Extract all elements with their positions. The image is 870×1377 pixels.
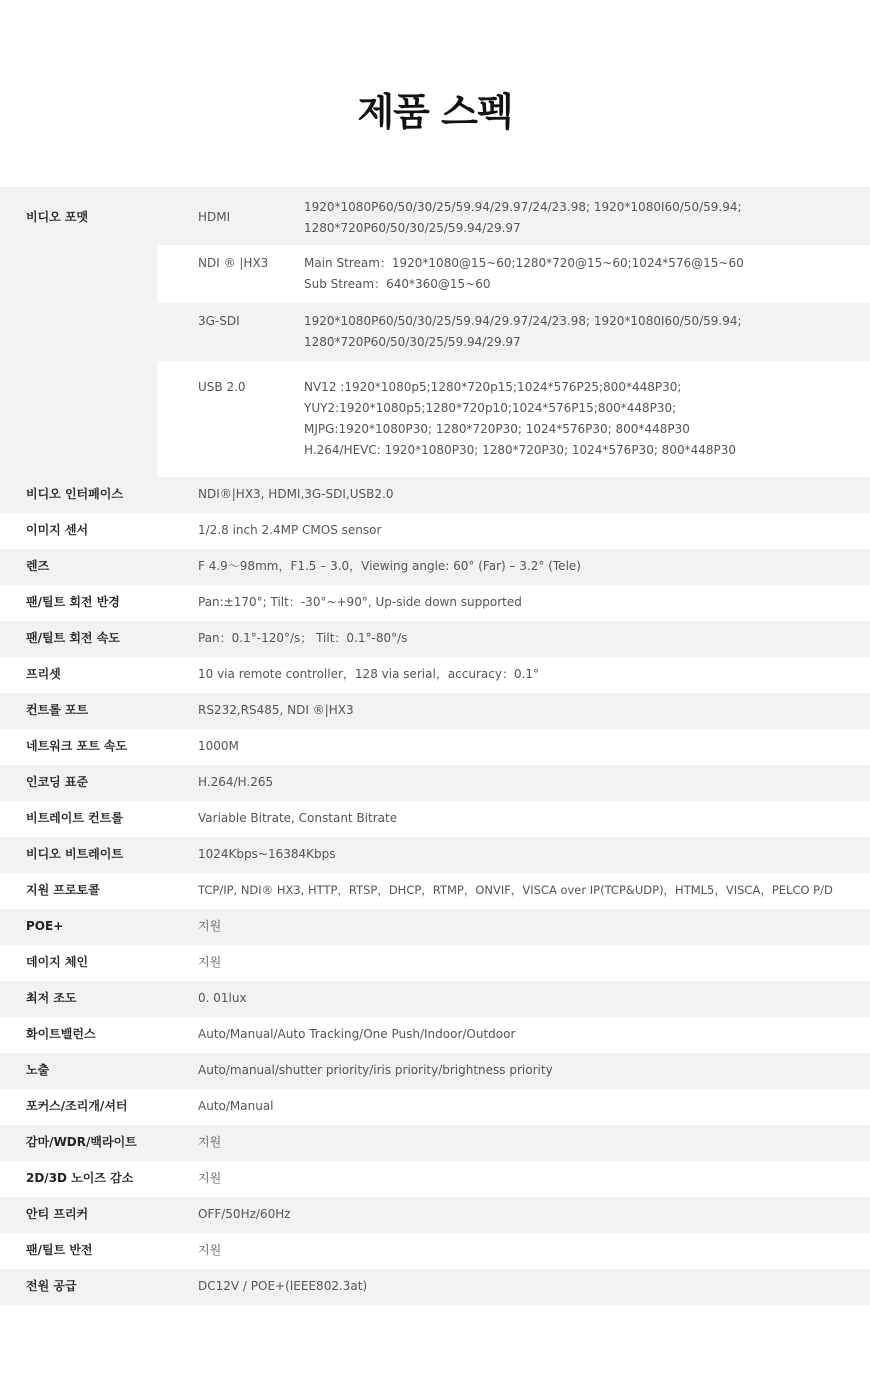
spec-value: RS232,RS485, NDI ®|HX3 xyxy=(198,703,354,717)
spec-label: 최저 조도 xyxy=(26,991,77,1005)
spec-row xyxy=(0,981,870,1017)
format-row-usb xyxy=(157,361,870,477)
spec-label: POE+ xyxy=(26,919,64,933)
format-spec-line: YUY2:1920*1080p5;1280*720p10;1024*576P15;800*448P30; xyxy=(304,401,677,415)
format-name: NDI ® |HX3 xyxy=(198,256,269,270)
spec-row xyxy=(0,729,870,765)
spec-label: 비트레이트 컨트롤 xyxy=(26,811,123,825)
format-spec-line: NV12 :1920*1080p5;1280*720p15;1024*576P25;800*448P30; xyxy=(304,380,682,394)
format-row-ndi xyxy=(157,245,870,303)
format-name: USB 2.0 xyxy=(198,380,246,394)
format-spec-line: 1920*1080P60/50/30/25/59.94/29.97/24/23.98; 1920*1080I60/50/59.94; xyxy=(304,200,742,214)
spec-value: 1000M xyxy=(198,739,239,753)
spec-row xyxy=(0,477,870,513)
spec-row xyxy=(0,909,870,945)
format-name: 3G-SDI xyxy=(198,314,240,328)
spec-label: 팬/틸트 반전 xyxy=(26,1243,93,1257)
spec-label: 팬/틸트 회전 속도 xyxy=(26,631,120,645)
spec-row xyxy=(0,549,870,585)
spec-row xyxy=(0,693,870,729)
spec-value: H.264/H.265 xyxy=(198,775,274,789)
spec-label: 네트워크 포트 속도 xyxy=(26,739,128,753)
format-spec-line: 1280*720P60/50/30/25/59.94/29.97 xyxy=(304,335,521,349)
spec-value: 지원 xyxy=(198,955,222,969)
spec-value: 지원 xyxy=(198,1243,222,1257)
spec-value: F 4.9〜98mm，F1.5 – 3.0，Viewing angle: 60° (Far) – 3.2° (Tele) xyxy=(198,559,581,573)
spec-label: 지원 프로토콜 xyxy=(26,883,100,897)
spec-value: Pan:±170°; Tilt：-30°~+90°, Up-side down supported xyxy=(198,595,522,609)
video-format-label-cell xyxy=(0,187,157,477)
spec-row xyxy=(0,837,870,873)
page-title: 제품 스펙 xyxy=(357,90,513,134)
format-row-3g-sdi xyxy=(157,303,870,361)
spec-label: 렌즈 xyxy=(26,559,50,573)
format-spec xyxy=(304,253,744,295)
format-spec-line: MJPG:1920*1080P30; 1280*720P30; 1024*576P30; 800*448P30 xyxy=(304,422,690,436)
spec-value: TCP/IP, NDI® HX3, HTTP，RTSP，DHCP，RTMP，ONVIF，VISCA over IP(TCP&UDP)，HTML5，VISCA，PELCO P/D xyxy=(198,883,833,897)
spec-row xyxy=(0,1161,870,1197)
spec-value: Pan：0.1°-120°/s； Tilt：0.1°-80°/s xyxy=(198,631,408,645)
format-spec-line: H.264/HEVC: 1920*1080P30; 1280*720P30; 1024*576P30; 800*448P30 xyxy=(304,443,736,457)
video-format-section xyxy=(0,187,870,477)
spec-row xyxy=(0,945,870,981)
spec-row xyxy=(0,873,870,909)
spec-label: 인코딩 표준 xyxy=(26,775,89,789)
spec-row xyxy=(0,1017,870,1053)
spec-row xyxy=(0,1197,870,1233)
spec-row xyxy=(0,1125,870,1161)
spec-row xyxy=(0,1053,870,1089)
spec-value: 지원 xyxy=(198,1135,222,1149)
spec-label: 비디오 비트레이트 xyxy=(26,847,123,861)
spec-label: 화이트밸런스 xyxy=(26,1027,96,1041)
spec-row xyxy=(0,1233,870,1269)
format-spec-line: 1920*1080P60/50/30/25/59.94/29.97/24/23.98; 1920*1080I60/50/59.94; xyxy=(304,314,742,328)
video-format-label: 비디오 포맷 xyxy=(26,210,89,224)
spec-row xyxy=(0,657,870,693)
spec-label: 이미지 센서 xyxy=(26,523,89,537)
spec-table xyxy=(0,187,870,1305)
spec-value: Auto/manual/shutter priority/iris priority/brightness priority xyxy=(198,1063,553,1077)
format-name: HDMI xyxy=(198,210,231,224)
format-spec xyxy=(304,311,742,353)
spec-value: NDI®|HX3, HDMI,3G-SDI,USB2.0 xyxy=(198,487,394,501)
spec-row xyxy=(0,585,870,621)
spec-value: 1024Kbps~16384Kbps xyxy=(198,847,336,861)
spec-row xyxy=(0,621,870,657)
spec-row xyxy=(0,513,870,549)
spec-label: 데이지 체인 xyxy=(26,955,89,969)
spec-value: Auto/Manual/Auto Tracking/One Push/Indoor/Outdoor xyxy=(198,1027,516,1041)
spec-value: DC12V / POE+(IEEE802.3at) xyxy=(198,1279,368,1293)
spec-label: 컨트롤 포트 xyxy=(26,703,89,717)
spec-value: 지원 xyxy=(198,919,222,933)
spec-label: 비디오 인터페이스 xyxy=(26,487,123,501)
spec-label: 안티 프리커 xyxy=(26,1207,89,1221)
spec-label: 노출 xyxy=(26,1063,50,1077)
spec-value: Auto/Manual xyxy=(198,1099,274,1113)
format-row-hdmi xyxy=(157,187,870,245)
spec-label: 팬/틸트 회전 반경 xyxy=(26,595,120,609)
spec-value: OFF/50Hz/60Hz xyxy=(198,1207,291,1221)
spec-value: 지원 xyxy=(198,1171,222,1185)
spec-value: 10 via remote controller，128 via serial，accuracy：0.1° xyxy=(198,667,540,681)
format-spec xyxy=(304,377,736,461)
spec-label: 감마/WDR/백라이트 xyxy=(26,1135,137,1149)
spec-value: Variable Bitrate, Constant Bitrate xyxy=(198,811,398,825)
spec-row xyxy=(0,801,870,837)
format-spec-line: Main Stream：1920*1080@15~60;1280*720@15~60;1024*576@15~60 xyxy=(304,256,744,270)
spec-value: 1/2.8 inch 2.4MP CMOS sensor xyxy=(198,523,382,537)
spec-row xyxy=(0,1269,870,1305)
spec-label: 2D/3D 노이즈 감소 xyxy=(26,1171,134,1185)
spec-label: 전원 공급 xyxy=(26,1279,77,1293)
spec-label: 포커스/조리개/셔터 xyxy=(26,1099,128,1113)
spec-label: 프리셋 xyxy=(26,667,61,681)
spec-row xyxy=(0,1089,870,1125)
spec-row xyxy=(0,765,870,801)
format-spec-line: 1280*720P60/50/30/25/59.94/29.97 xyxy=(304,221,521,235)
format-spec xyxy=(304,197,742,239)
format-spec-line: Sub Stream：640*360@15~60 xyxy=(304,277,491,291)
spec-value: 0. 01lux xyxy=(198,991,247,1005)
